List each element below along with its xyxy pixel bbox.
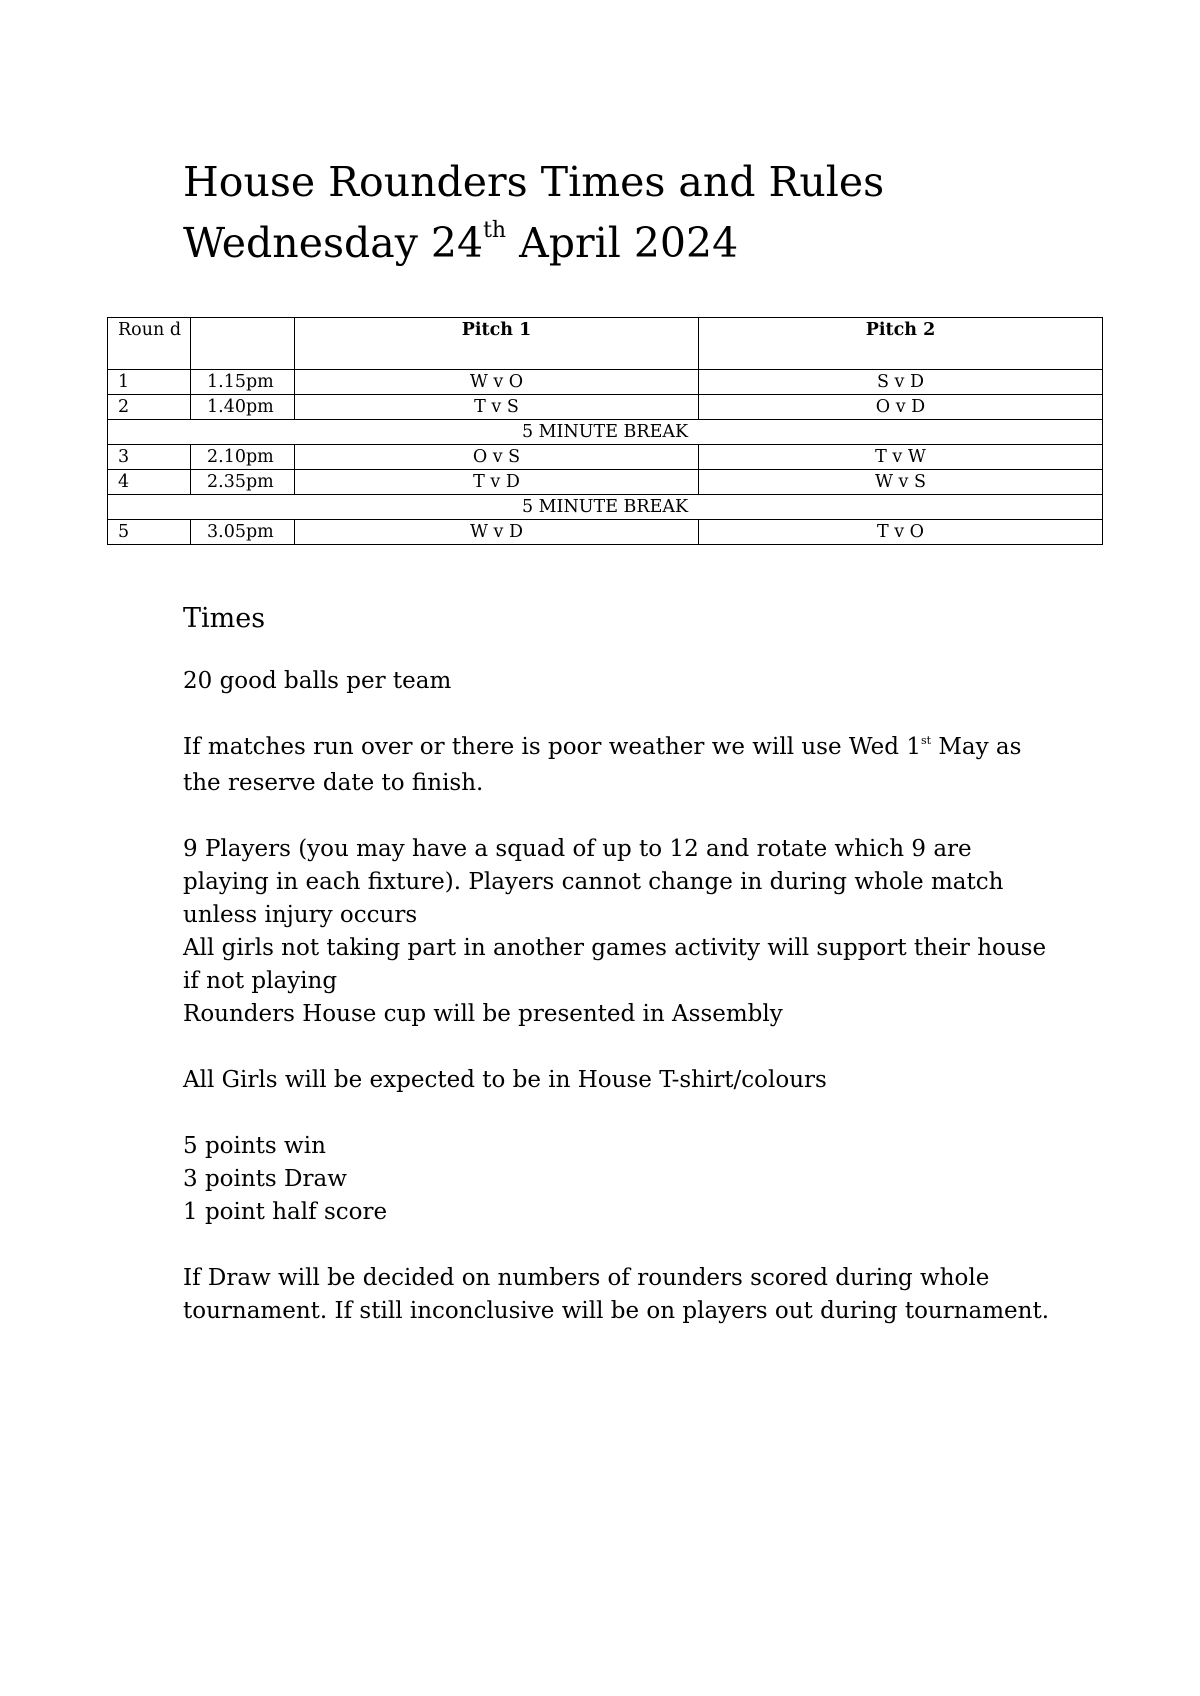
pitch-2-cell: S v D — [699, 370, 1103, 395]
round-cell: 5 — [108, 520, 191, 545]
round-cell: 4 — [108, 470, 191, 495]
draw-rule: If Draw will be decided on numbers of rounders scored during whole tournament. If still inconclusive will be on players out during tournament. — [183, 1265, 1050, 1324]
pitch-1-cell: W v O — [295, 370, 699, 395]
points-win: 5 points win — [183, 1133, 326, 1159]
table-row — [108, 520, 1103, 545]
pitch-2-cell: O v D — [699, 395, 1103, 420]
pitch-1-cell: T v S — [295, 395, 699, 420]
times-heading: Times — [183, 603, 266, 634]
table-row — [108, 470, 1103, 495]
break-row — [108, 495, 1103, 520]
squad-rules — [183, 833, 1063, 1031]
time-cell: 2.35pm — [191, 470, 295, 495]
time-cell: 3.05pm — [191, 520, 295, 545]
title-line-1: House Rounders Times and Rules — [183, 158, 885, 206]
pitch-2-cell: T v O — [699, 520, 1103, 545]
table-header-row — [108, 318, 1103, 370]
weather-rule: If matches run over or there is poor weather we will use Wed 1st May as the reserve date to finish. — [183, 734, 1022, 796]
table-row — [108, 445, 1103, 470]
page-title — [183, 152, 884, 281]
time-cell: 1.15pm — [191, 370, 295, 395]
points-draw: 3 points Draw — [183, 1166, 347, 1192]
break-cell: 5 MINUTE BREAK — [108, 420, 1103, 445]
title-line-2: Wednesday 24th April 2024 — [183, 218, 739, 267]
break-row — [108, 420, 1103, 445]
rules-section — [183, 602, 1063, 1361]
header-pitch-2: Pitch 2 — [699, 318, 1103, 370]
points-half-score: 1 point half score — [183, 1199, 388, 1225]
round-cell: 3 — [108, 445, 191, 470]
pitch-2-cell: T v W — [699, 445, 1103, 470]
time-cell: 2.10pm — [191, 445, 295, 470]
header-time — [191, 318, 295, 370]
header-pitch-1: Pitch 1 — [295, 318, 699, 370]
points-list — [183, 1130, 1063, 1229]
pitch-1-cell: W v D — [295, 520, 699, 545]
pitch-1-cell: O v S — [295, 445, 699, 470]
fixture-table — [107, 317, 1103, 545]
break-cell: 5 MINUTE BREAK — [108, 495, 1103, 520]
balls-rule: 20 good balls per team — [183, 668, 452, 694]
time-cell: 1.40pm — [191, 395, 295, 420]
table-row — [108, 395, 1103, 420]
round-cell: 2 — [108, 395, 191, 420]
pitch-2-cell: W v S — [699, 470, 1103, 495]
players-rule: 9 Players (you may have a squad of up to 12 and rotate which 9 are playing in each fixture). Players cannot change in during whole match unless injury occurs — [183, 836, 1004, 928]
support-rule: All girls not taking part in another games activity will support their house if not playing — [183, 935, 1047, 994]
cup-rule: Rounders House cup will be presented in Assembly — [183, 1001, 783, 1027]
kit-rule: All Girls will be expected to be in House T-shirt/colours — [183, 1067, 827, 1093]
header-round: Roun d — [108, 318, 191, 370]
pitch-1-cell: T v D — [295, 470, 699, 495]
round-cell: 1 — [108, 370, 191, 395]
table-row — [108, 370, 1103, 395]
